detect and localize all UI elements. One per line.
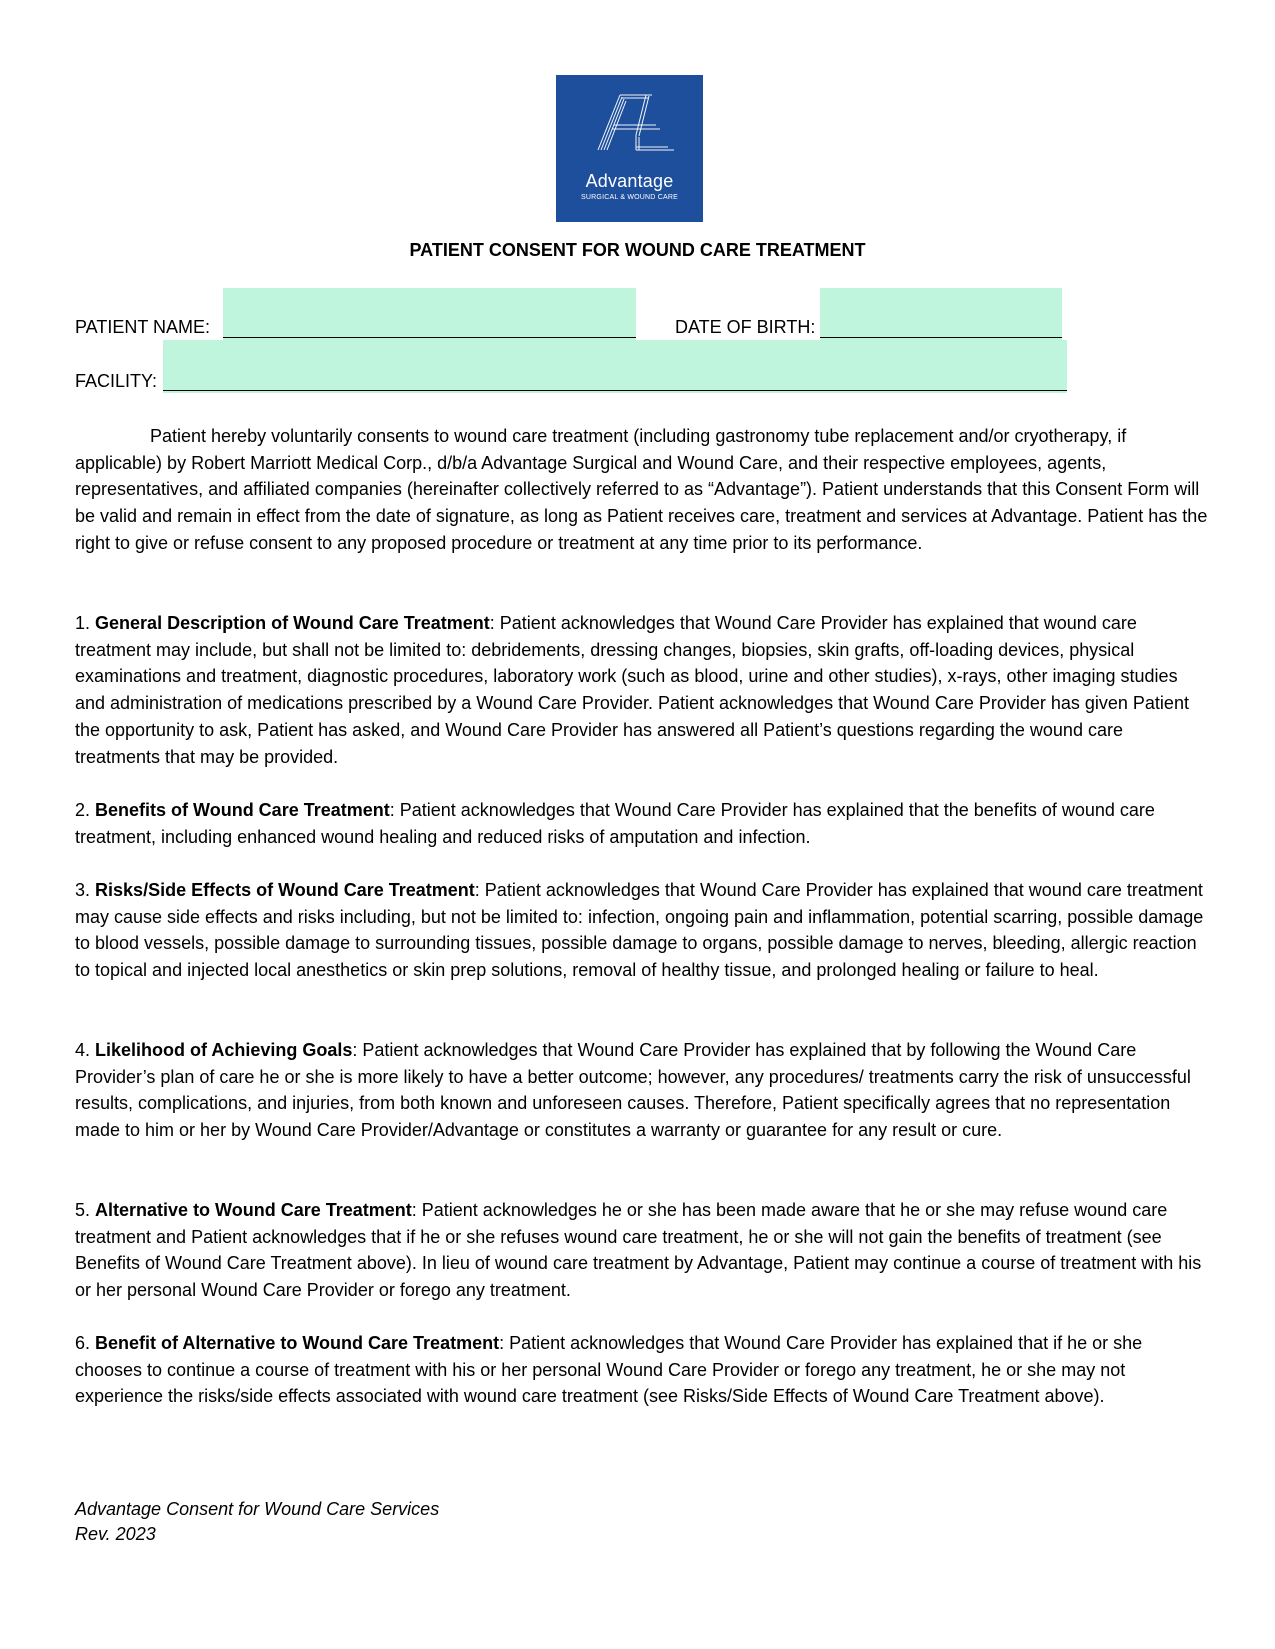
section-1 [75,610,1210,770]
section-heading: Benefit of Alternative to Wound Care Treatment [95,1333,500,1353]
company-logo [556,75,703,222]
section-text: : Patient acknowledges that Wound Care Provider has explained that wound care treatment may include, but shall not be limited to: debridements, dressing changes, biopsies, skin grafts, off-loading devices, physical examinations and treatment, diagnostic procedures, laboratory work (such as blood, urine and other studies), x-rays, other imaging studies and administration of medications prescribed by a Wound Care Provider. Patient acknowledges that Wound Care Provider has given Patient the opportunity to ask, Patient has asked, and Wound Care Provider has answered all Patient’s questions regarding the wound care treatments that may be provided. [75,613,1189,767]
page-title: PATIENT CONSENT FOR WOUND CARE TREATMENT [409,240,866,260]
section-text: : Patient acknowledges that Wound Care Provider has explained that wound care treatment may cause side effects and risks including, but not be limited to: infection, ongoing pain and inflammation, potential scarring, possible damage to blood vessels, possible damage to surrounding tissues, possible damage to organs, possible damage to nerves, bleeding, allergic reaction to topical and injected local anesthetics or skin prep solutions, removal of healthy tissue, and prolonged healing or failure to heal. [75,880,1204,981]
section-heading: General Description of Wound Care Treatment [95,613,490,633]
section-number: 4. [75,1040,91,1060]
section-5 [75,1197,1210,1304]
footer-revision: Rev. 2023 [75,1524,156,1544]
patient-name-label: PATIENT NAME: [75,317,211,337]
date-of-birth-field-box [820,288,1062,340]
date-of-birth-label: DATE OF BIRTH: [675,317,816,337]
patient-name-underline [223,337,636,338]
section-number: 1. [75,613,91,633]
intro-text: Patient hereby voluntarily consents to wound care treatment (including gastronomy tube replacement and/or cryotherapy, if applicable) by Robert Marriott Medical Corp., d/b/a Advantage Surgical and Wound Care, and their respective employees, agents, representatives, and affiliated companies (hereinafter collectively referred to as “Advantage”). Patient understands that this Consent Form will be valid and remain in effect from the date of signature, as long as Patient receives care, treatment and services at Advantage. Patient has the right to give or refuse consent to any proposed procedure or treatment at any time prior to its performance. [75,426,1208,553]
facility-label: FACILITY: [75,371,158,391]
patient-name-input[interactable] [223,288,636,340]
patient-name-field-box [223,288,636,340]
section-4 [75,1037,1210,1144]
section-heading: Likelihood of Achieving Goals [95,1040,353,1060]
logo-name: Advantage [585,171,674,191]
facility-underline [163,390,1067,391]
section-text: : Patient acknowledges that Wound Care Provider has explained that by following the Wound Care Provider’s plan of care he or she is more likely to have a better outcome; however, any procedures/ treatments carry the risk of unsuccessful results, complications, and injuries, from both known and unforeseen causes. Therefore, Patient specifically agrees that no representation made to him or her by Wound Care Provider/Advantage or constitutes a warranty or guarantee for any result or cure. [75,1040,1191,1141]
section-heading: Benefits of Wound Care Treatment [95,800,390,820]
section-number: 2. [75,800,91,820]
section-text: : Patient acknowledges he or she has been made aware that he or she may refuse wound care treatment and Patient acknowledges that if he or she refuses wound care treatment, he or she will not gain the benefits of treatment (see Benefits of Wound Care Treatment above). In lieu of wound care treatment by Advantage, Patient may continue a course of treatment with his or her personal Wound Care Provider or forego any treatment. [75,1200,1202,1301]
date-of-birth-input[interactable] [820,288,1062,340]
section-number: 6. [75,1333,91,1353]
section-number: 3. [75,880,91,900]
section-text: : Patient acknowledges that Wound Care Provider has explained that if he or she chooses to continue a course of treatment with his or her personal Wound Care Provider or forego any treatment, he or she may not experience the risks/side effects associated with wound care treatment (see Risks/Side Effects of Wound Care Treatment above). [75,1333,1143,1407]
section-number: 5. [75,1200,91,1220]
facility-input[interactable] [163,340,1067,393]
section-heading: Alternative to Wound Care Treatment [95,1200,412,1220]
section-heading: Risks/Side Effects of Wound Care Treatment [95,880,475,900]
footer-form-name: Advantage Consent for Wound Care Services [75,1499,440,1519]
section-2 [75,797,1210,850]
section-text: : Patient acknowledges that Wound Care Provider has explained that the benefits of wound care treatment, including enhanced wound healing and reduced risks of amputation and infection. [75,800,1155,847]
date-of-birth-underline [820,337,1062,338]
section-6 [75,1330,1210,1410]
intro-paragraph [75,423,1210,557]
logo-tagline: SURGICAL & WOUND CARE [581,194,678,201]
document-footer [75,1497,439,1547]
section-3 [75,877,1210,984]
facility-field-box [163,340,1067,393]
